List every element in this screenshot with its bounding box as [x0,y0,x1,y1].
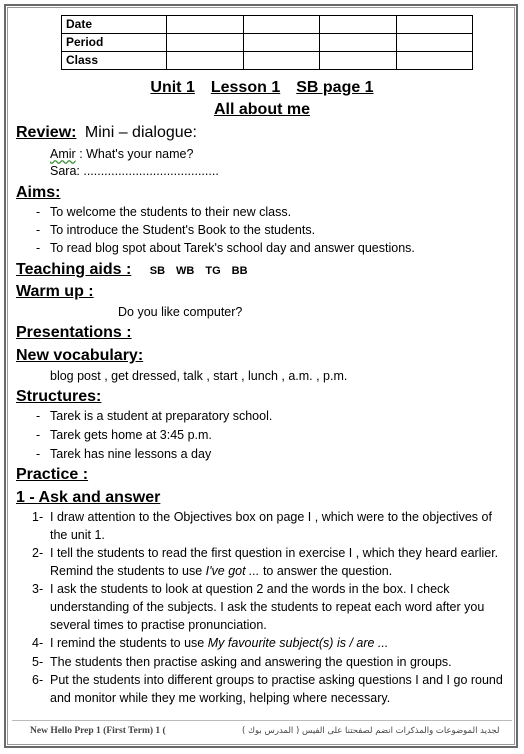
date-label: Date [62,16,167,34]
list-item [50,544,505,580]
item-italic-text: My favourite subject(s) is / are ... [207,636,389,650]
list-item: Put the students into different groups to practise asking questions I and I go round and monitor while they me working, helping where necessary. [50,673,503,705]
list-bullet: - [36,205,41,219]
lesson-label: Lesson 1 [210,79,281,96]
list-item: I draw attention to the Objectives box on page I , which were to the objectives of the unit 1. [50,510,492,542]
list-bullet: - [36,428,41,442]
table-cell[interactable] [167,34,244,52]
sb-page-label: SB page 1 [296,79,374,96]
unit-header [0,78,524,98]
presentations-heading: Presentations : [16,324,132,341]
table-row [62,16,473,34]
aid-item: BB [231,265,248,277]
dialogue-line-1 [50,146,193,162]
table-cell[interactable] [243,34,320,52]
table-cell[interactable] [320,52,397,70]
list-item: To read blog spot about Tarek's school day and answer questions. [50,241,415,255]
list-item: The students then practise asking and answering the question in groups. [50,655,452,669]
list-item: To introduce the Student's Book to the students. [50,223,316,237]
footer-arabic-note: لجديد الموضوعات والمذكرات انضم لصفحتنا على الفيس ( المدرس بوك ) [242,726,500,736]
table-cell[interactable] [167,52,244,70]
item-number: 5- [32,655,44,669]
table-cell[interactable] [167,16,244,34]
aid-item: TG [205,265,221,277]
list-item [50,634,505,652]
table-cell[interactable] [243,52,320,70]
table-row [62,34,473,52]
table-cell[interactable] [320,34,397,52]
dialogue-line-2: Sara: ....................................... [50,164,219,178]
warm-up-heading: Warm up : [16,283,94,300]
list-item: Tarek is a student at preparatory school. [50,409,273,423]
item-number: 3- [32,582,44,596]
dialogue-text: : What's your name? [79,147,194,161]
aid-item: SB [149,265,166,277]
warm-up-question: Do you like computer? [118,305,243,319]
teaching-aids-list [150,265,259,277]
speaker-name: Amir [50,147,76,161]
item-number: 4- [32,636,44,650]
class-label: Class [62,52,167,70]
period-label: Period [62,34,167,52]
table-cell[interactable] [320,16,397,34]
item-italic-text: I've got ... [205,564,260,578]
item-number: 2- [32,546,44,560]
footer-divider [12,720,512,721]
table-cell[interactable] [396,16,473,34]
review-section [16,123,197,143]
table-cell[interactable] [396,52,473,70]
aid-item: WB [176,265,195,277]
list-item: Tarek has nine lessons a day [50,447,212,461]
structures-heading: Structures: [16,388,102,405]
page-title: All about me [213,101,310,118]
info-table [61,15,473,70]
item-text: I tell the students to read the first question in exercise I , which they heard earlier. Remind the students to use [50,546,499,578]
practice-heading: Practice : [16,466,89,483]
review-subheading: Mini – dialogue: [84,124,197,141]
item-text: to answer the question. [259,564,393,578]
table-cell[interactable] [243,16,320,34]
list-item: Tarek gets home at 3:45 p.m. [50,428,212,442]
table-cell[interactable] [396,34,473,52]
practice-subheading: 1 - Ask and answer [16,489,161,506]
list-item: To welcome the students to their new class. [50,205,292,219]
vocabulary-heading: New vocabulary: [16,347,144,364]
list-bullet: - [36,409,41,423]
list-bullet: - [36,241,41,255]
aims-heading: Aims: [16,184,61,201]
table-row [62,52,473,70]
list-bullet: - [36,447,41,461]
unit-label: Unit 1 [150,79,195,96]
review-heading: Review: [16,124,77,141]
teaching-aids-heading: Teaching aids : [16,261,132,278]
teaching-aids-section [16,260,259,280]
vocabulary-list: blog post , get dressed, talk , start , lunch , a.m. , p.m. [50,369,348,383]
item-number: 6- [32,673,44,687]
footer-course-info: New Hello Prep 1 (First Term) 1 ( [30,726,166,736]
item-text: I remind the students to use [50,636,208,650]
list-item: I ask the students to look at question 2 and the words in the box. I check understanding of the subjects. I ask the students to repeat each word after you several times to practise pronunciation. [50,582,485,632]
item-number: 1- [32,510,44,524]
list-bullet: - [36,223,41,237]
